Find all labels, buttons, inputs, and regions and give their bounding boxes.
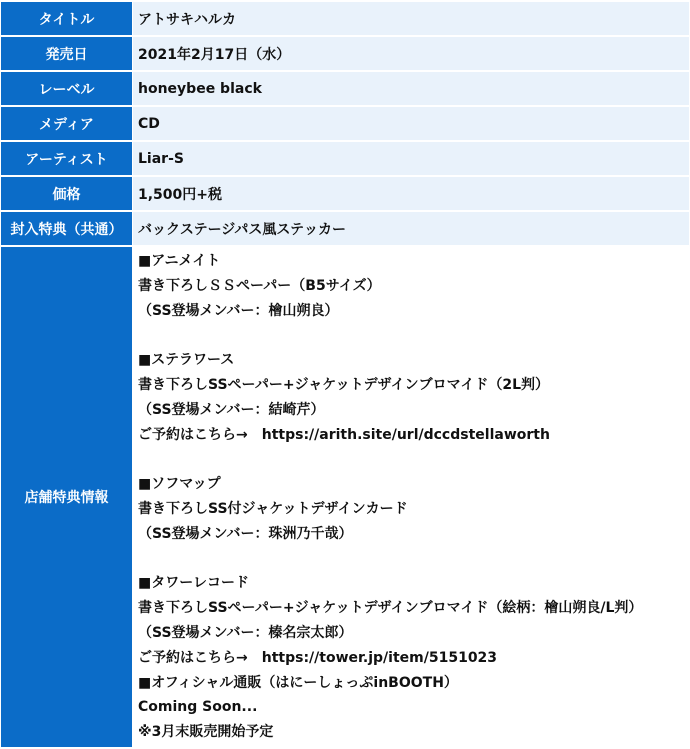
row-price <box>1 177 689 210</box>
tower-member: （SS登場メンバー：榛名宗太郎） <box>138 624 353 641</box>
title-value: アトサキハルカ <box>133 2 689 35</box>
stellaworth-heading: ■ステラワース <box>138 352 235 369</box>
release-date-label: 発売日 <box>1 37 132 70</box>
animate-item: 書き下ろしＳＳペーパー（B5サイズ） <box>138 277 381 294</box>
sofmap-member: （SS登場メンバー：珠洲乃千哉） <box>138 525 353 542</box>
official-heading: ■オフィシャル通販（はにーしょっぷinBOOTH） <box>138 674 458 691</box>
tower-order-label: ご予約はこちら→ <box>138 649 262 666</box>
tower-order-link[interactable]: https://tower.jp/item/5151023 <box>261 649 498 666</box>
tower-order <box>138 646 689 671</box>
stellaworth-order-link[interactable]: https://arith.site/url/dccdstellaworth <box>261 426 550 443</box>
spacer <box>138 547 689 572</box>
stellaworth-order-label: ご予約はこちら→ <box>138 426 262 443</box>
store-bonus-details <box>133 247 689 747</box>
row-release-date <box>1 37 689 70</box>
artist-value: Liar-S <box>133 142 689 175</box>
row-store-bonus <box>1 247 689 747</box>
row-bonus-common <box>1 212 689 245</box>
store-bonus-label: 店舗特典情報 <box>1 247 132 747</box>
label-label: レーベル <box>1 72 132 105</box>
spacer <box>138 323 689 348</box>
artist-label: アーティスト <box>1 142 132 175</box>
bonus-common-value: バックステージパス風ステッカー <box>133 212 689 245</box>
sofmap-item: 書き下ろしSS付ジャケットデザインカード <box>138 500 408 517</box>
animate-heading: ■アニメイト <box>138 253 221 269</box>
label-value: honeybee black <box>133 72 689 105</box>
price-value: 1,500円+税 <box>133 177 689 210</box>
row-artist <box>1 142 689 175</box>
media-value: CD <box>133 107 689 140</box>
tower-heading: ■タワーレコード <box>138 575 249 592</box>
tower-item: 書き下ろしSSペーパー+ジャケットデザインブロマイド（絵柄：檜山朔良/L判） <box>138 600 643 617</box>
official-note: ※3月末販売開始予定 <box>138 724 274 741</box>
sofmap-heading: ■ソフマップ <box>138 476 221 493</box>
stellaworth-order <box>138 423 689 448</box>
spacer <box>138 447 689 472</box>
row-media <box>1 107 689 140</box>
stellaworth-member: （SS登場メンバー：結崎芹） <box>138 401 325 418</box>
release-date-value: 2021年2月17日（水） <box>133 37 689 70</box>
bonus-common-label: 封入特典（共通） <box>1 212 132 245</box>
media-label: メディア <box>1 107 132 140</box>
price-label: 価格 <box>1 177 132 210</box>
title-label: タイトル <box>1 2 132 35</box>
official-status: Coming Soon... <box>138 699 258 716</box>
stellaworth-item: 書き下ろしSSペーパー+ジャケットデザインブロマイド（2L判） <box>138 376 549 393</box>
animate-member: （SS登場メンバー：檜山朔良） <box>138 302 339 319</box>
row-label <box>1 72 689 105</box>
row-title <box>1 2 689 35</box>
